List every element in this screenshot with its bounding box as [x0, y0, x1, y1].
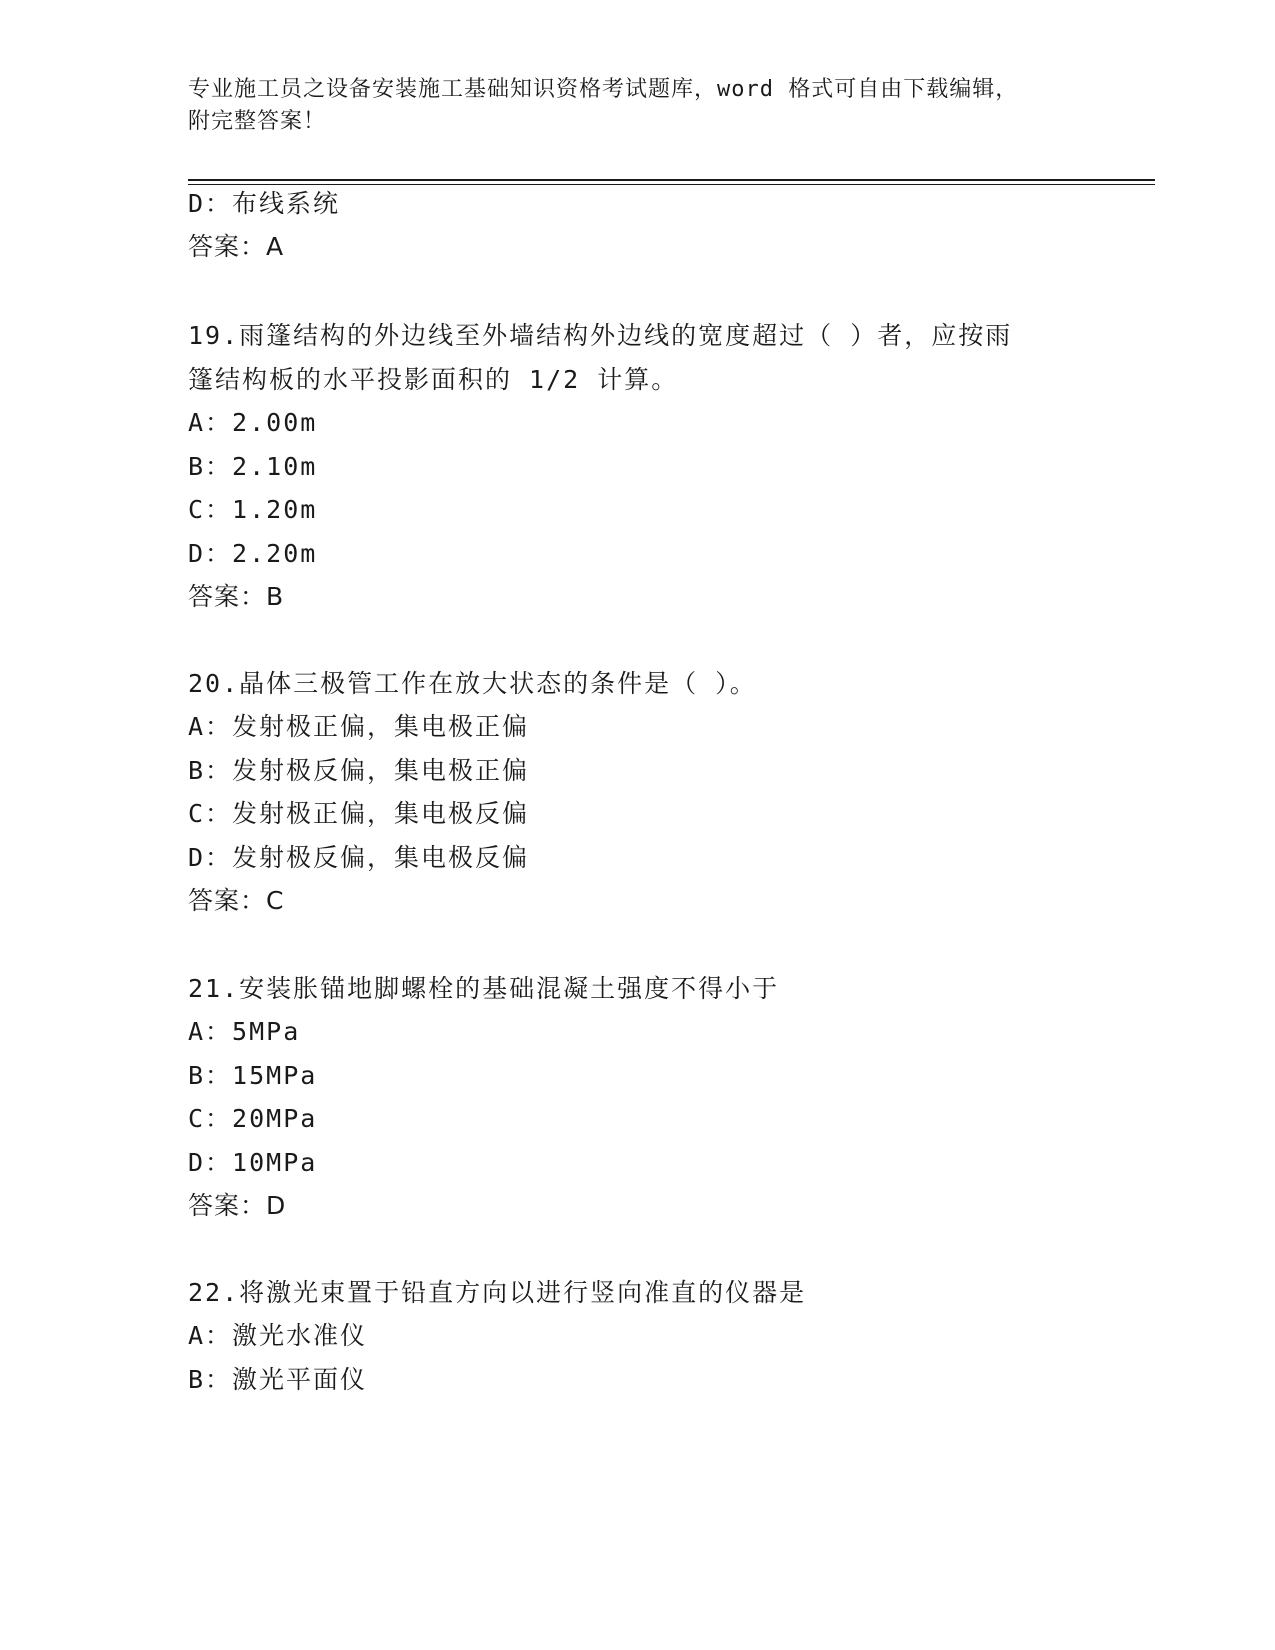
q20-answer: 答案：C	[188, 886, 285, 915]
q22-option-b: B：激光平面仪	[188, 1365, 368, 1394]
q19-option-d: D：2.20m	[188, 539, 318, 568]
q21-option-b: B：15MPa	[188, 1061, 318, 1090]
q18-answer: 答案：A	[188, 232, 285, 261]
q21-answer: 答案：D	[188, 1191, 287, 1220]
q22-stem: 22.将激光束置于铅直方向以进行竖向准直的仪器是	[188, 1278, 807, 1307]
q21-option-a: A：5MPa	[188, 1017, 301, 1046]
q22-option-a: A：激光水准仪	[188, 1321, 368, 1350]
q19-stem-line-1: 19.雨篷结构的外边线至外墙结构外边线的宽度超过（ ）者，应按雨	[188, 321, 1013, 350]
q19-option-c: C：1.20m	[188, 495, 318, 524]
q20-stem: 20.晶体三极管工作在放大状态的条件是（ ）。	[188, 669, 757, 698]
q19-answer: 答案：B	[188, 582, 285, 611]
q19-option-b: B：2.10m	[188, 452, 318, 481]
q19-option-a: A：2.00m	[188, 408, 318, 437]
header-line-2: 附完整答案！	[188, 109, 327, 134]
header-divider-thick	[188, 179, 1155, 181]
q21-option-c: C：20MPa	[188, 1104, 318, 1133]
q19-stem-line-2: 篷结构板的水平投影面积的 1/2 计算。	[188, 365, 679, 394]
q21-option-d: D：10MPa	[188, 1148, 318, 1177]
header-line-1: 专业施工员之设备安装施工基础知识资格考试题库，word 格式可自由下载编辑，	[188, 77, 1019, 102]
q20-option-b: B：发射极反偏，集电极正偏	[188, 756, 530, 785]
q21-stem: 21.安装胀锚地脚螺栓的基础混凝土强度不得小于	[188, 974, 780, 1003]
q20-option-c: C：发射极正偏，集电极反偏	[188, 799, 530, 828]
document-header	[188, 74, 1088, 138]
q20-option-a: A：发射极正偏，集电极正偏	[188, 712, 530, 741]
q20-option-d: D：发射极反偏，集电极反偏	[188, 843, 530, 872]
q18-option-d: D：布线系统	[188, 189, 341, 218]
header-divider-thin	[188, 184, 1155, 185]
